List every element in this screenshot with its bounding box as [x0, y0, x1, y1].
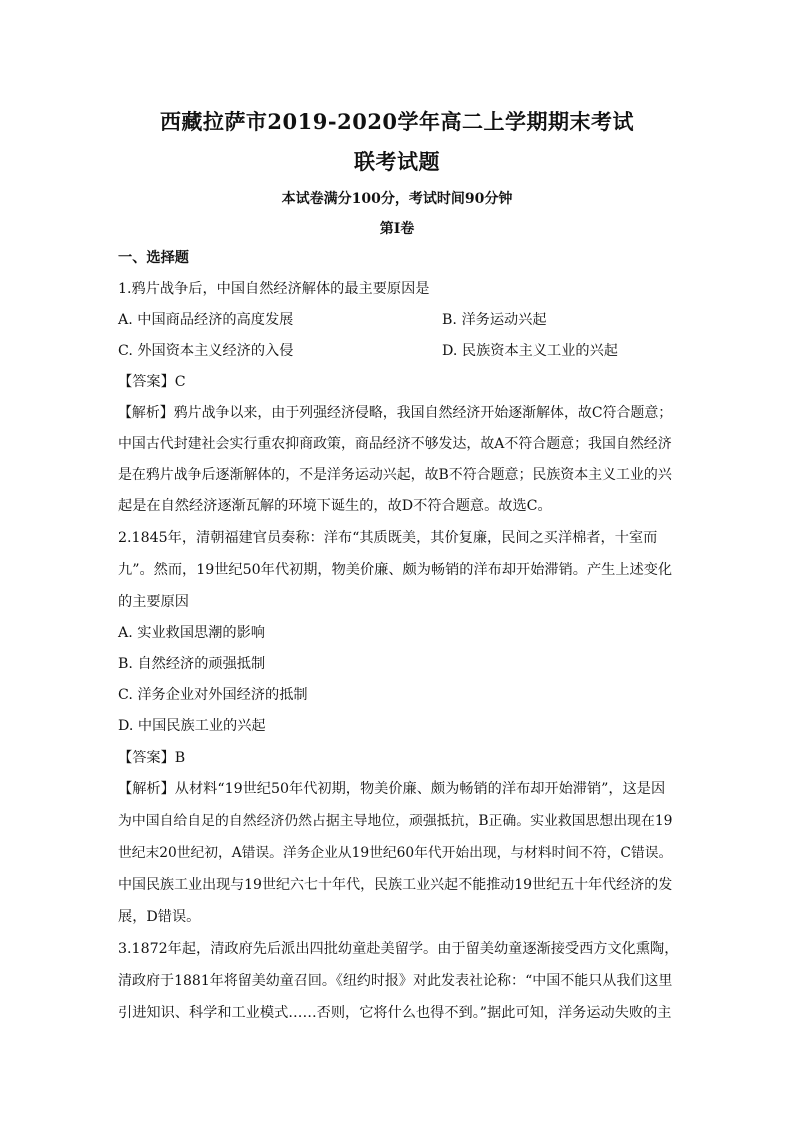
q2-analysis-line: 展，D错误。 — [118, 909, 201, 925]
q2-option-b: B. 自然经济的顽强抵制 — [118, 656, 266, 672]
q1-analysis-line: 是在鸦片战争后逐渐解体的，不是洋务运动兴起，故B不符合题意；民族资本主义工业的兴 — [118, 467, 672, 483]
q1-analysis-line: 【解析】鸦片战争以来，由于列强经济侵略，我国自然经济开始逐渐解体，故C符合题意； — [118, 405, 673, 421]
q3-stem-line: 3.1872年起，清政府先后派出四批幼童赴美留学。由于留美幼童逐渐接受西方文化熏陶， — [118, 941, 679, 957]
q1-option-a: A. 中国商品经济的高度发展 — [118, 312, 294, 328]
q2-option-d: D. 中国民族工业的兴起 — [118, 718, 266, 734]
q2-analysis-line: 【解析】从材料“19世纪50年代初期，物美价廉、颇为畅销的洋布却开始滞销”，这是因 — [118, 781, 666, 797]
q3-stem-line: 清政府于1881年将留美幼童召回。《纽约时报》对此发表社论称：“中国不能只从我们这里 — [118, 973, 673, 989]
exam-title-line1: 西藏拉萨市2019-2020学年高二上学期期末考试 — [159, 109, 635, 134]
q2-option-c: C. 洋务企业对外国经济的抵制 — [118, 687, 308, 703]
exam-subtitle: 本试卷满分100分，考试时间90分钟 — [281, 191, 513, 207]
q2-stem-line: 九”。然而，19世纪50年代初期，物美价廉、颇为畅销的洋布却开始滞销。产生上述变化 — [118, 562, 673, 578]
q2-answer: 【答案】B — [118, 750, 186, 766]
q1-analysis-line: 中国古代封建社会实行重农抑商政策，商品经济不够发达，故A不符合题意；我国自然经济 — [118, 436, 672, 452]
q1-answer: 【答案】C — [118, 374, 186, 390]
q1-option-d: D. 民族资本主义工业的兴起 — [442, 343, 618, 359]
q2-analysis-line: 世纪末20世纪初，A错误。洋务企业从19世纪60年代开始出现，与材料时间不符，C错误。 — [118, 845, 673, 861]
q1-stem: 1.鸦片战争后，中国自然经济解体的最主要原因是 — [118, 281, 430, 297]
exam-title-line2: 联考试题 — [354, 149, 440, 174]
q1-option-b: B. 洋务运动兴起 — [442, 312, 547, 328]
q2-stem-line: 的主要原因 — [118, 594, 189, 610]
q2-analysis-line: 为中国自给自足的自然经济仍然占据主导地位，顽强抵抗，B正确。实业救国思想出现在19 — [118, 813, 673, 829]
volume-label: 第Ⅰ卷 — [379, 221, 415, 237]
q2-analysis-line: 中国民族工业出现与19世纪六七十年代，民族工业兴起不能推动19世纪五十年代经济的发 — [118, 877, 673, 893]
q3-stem-line: 引进知识、科学和工业模式……否则，它将什么也得不到。”据此可知，洋务运动失败的主 — [118, 1005, 672, 1021]
q2-stem-line: 2.1845年，清朝福建官员奏称：洋布“其质既美，其价复廉，民间之买洋棉者，十室而 — [118, 530, 658, 546]
section-heading: 一、选择题 — [118, 250, 189, 266]
q1-option-c: C. 外国资本主义经济的入侵 — [118, 343, 294, 359]
q2-option-a: A. 实业救国思潮的影响 — [118, 625, 265, 641]
q1-analysis-line: 起是在自然经济逐渐瓦解的环境下诞生的，故D不符合题意。故选C。 — [118, 498, 552, 514]
